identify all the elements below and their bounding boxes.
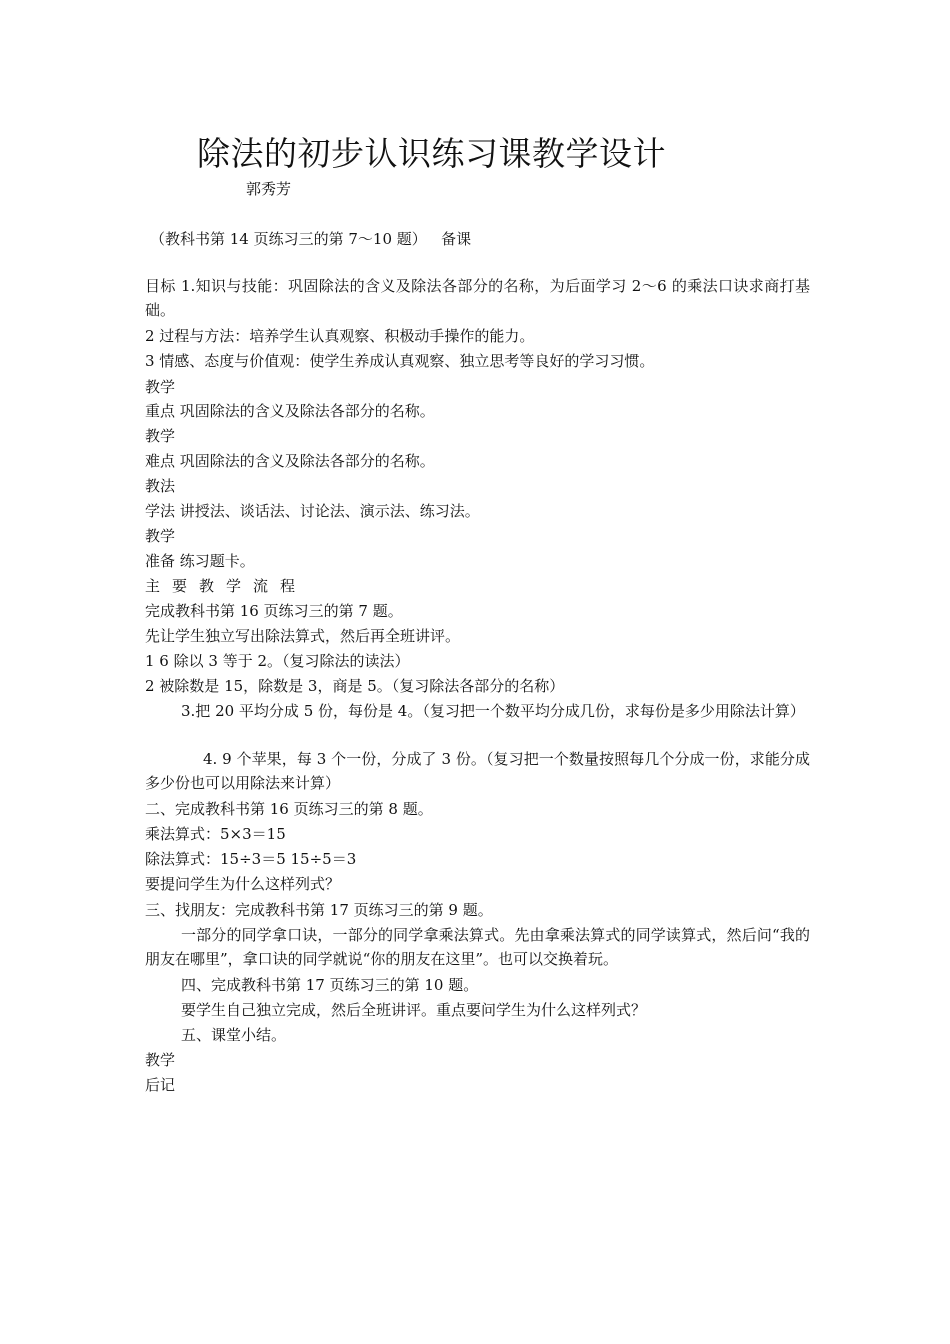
- objective-knowledge: 目标 1.知识与技能：巩固除法的含义及除法各部分的名称，为后面学习 2～6 的乘法口诀求商打基础。: [145, 277, 810, 319]
- label-teaching-method: 教法: [145, 477, 176, 495]
- author-name: 郭秀芳: [246, 180, 292, 198]
- label-postscript: 后记: [145, 1076, 176, 1094]
- objective-attitude: 3 情感、态度与价值观：使学生养成认真观察、独立思考等良好的学习习惯。: [145, 352, 655, 370]
- main-process-heading: 主要教学流程: [145, 577, 308, 595]
- textbook-reference: （教科书第 14 页练习三的第 7～10 题） 备课: [150, 230, 472, 248]
- label-teaching-1: 教学: [145, 378, 176, 396]
- multiplication-formula: 乘法算式：5×3＝15: [145, 825, 286, 843]
- division-formula: 除法算式：15÷3＝5 15÷5＝3: [145, 850, 357, 868]
- objective-process: 2 过程与方法：培养学生认真观察、积极动手操作的能力。: [145, 327, 535, 345]
- lesson-summary: 五、课堂小结。: [181, 1026, 287, 1044]
- exercise-9-description: 一部分的同学拿口诀，一部分的同学拿乘法算式。先由拿乘法算式的同学读算式，然后问“我的朋友在哪里”，拿口诀的同学就说“你的朋友在这里”。也可以交换着玩。: [145, 926, 810, 968]
- label-teaching-3: 教学: [145, 527, 176, 545]
- teaching-key-point: 重点 巩固除法的含义及除法各部分的名称。: [145, 402, 435, 420]
- exercise-10-description: 要学生自己独立完成，然后全班讲评。重点要问学生为什么这样列式？: [181, 1001, 647, 1019]
- teaching-preparation: 准备 练习题卡。: [145, 552, 255, 570]
- exercise-7-item-1: 1 6 除以 3 等于 2。（复习除法的读法）: [145, 652, 410, 670]
- learning-method: 学法 讲授法、谈话法、讨论法、演示法、练习法。: [145, 502, 480, 520]
- exercise-7-item-4: 4. 9 个苹果，每 3 个一份，分成了 3 份。（复习把一个数量按照每几个分成一份，求能分成多少份也可以用除法来计算）: [145, 750, 810, 792]
- teaching-difficulty: 难点 巩固除法的含义及除法各部分的名称。: [145, 452, 435, 470]
- exercise-10-heading: 四、完成教科书第 17 页练习三的第 10 题。: [181, 976, 479, 994]
- exercise-7-heading: 完成教科书第 16 页练习三的第 7 题。: [145, 602, 403, 620]
- label-teaching-2: 教学: [145, 427, 176, 445]
- exercise-8-heading: 二、完成教科书第 16 页练习三的第 8 题。: [145, 800, 433, 818]
- exercise-7-instruction: 先让学生独立写出除法算式，然后再全班讲评。: [145, 627, 461, 645]
- document-title: 除法的初步认识练习课教学设计: [197, 134, 666, 173]
- exercise-9-heading: 三、找朋友：完成教科书第 17 页练习三的第 9 题。: [145, 901, 493, 919]
- exercise-8-question: 要提问学生为什么这样列式？: [145, 875, 341, 893]
- label-teaching-4: 教学: [145, 1051, 176, 1069]
- exercise-7-item-3: 3.把 20 平均分成 5 份，每份是 4。（复习把一个数平均分成几份，求每份是多少用除法计算）: [181, 702, 805, 720]
- exercise-7-item-2: 2 被除数是 15，除数是 3，商是 5。（复习除法各部分的名称）: [145, 677, 565, 695]
